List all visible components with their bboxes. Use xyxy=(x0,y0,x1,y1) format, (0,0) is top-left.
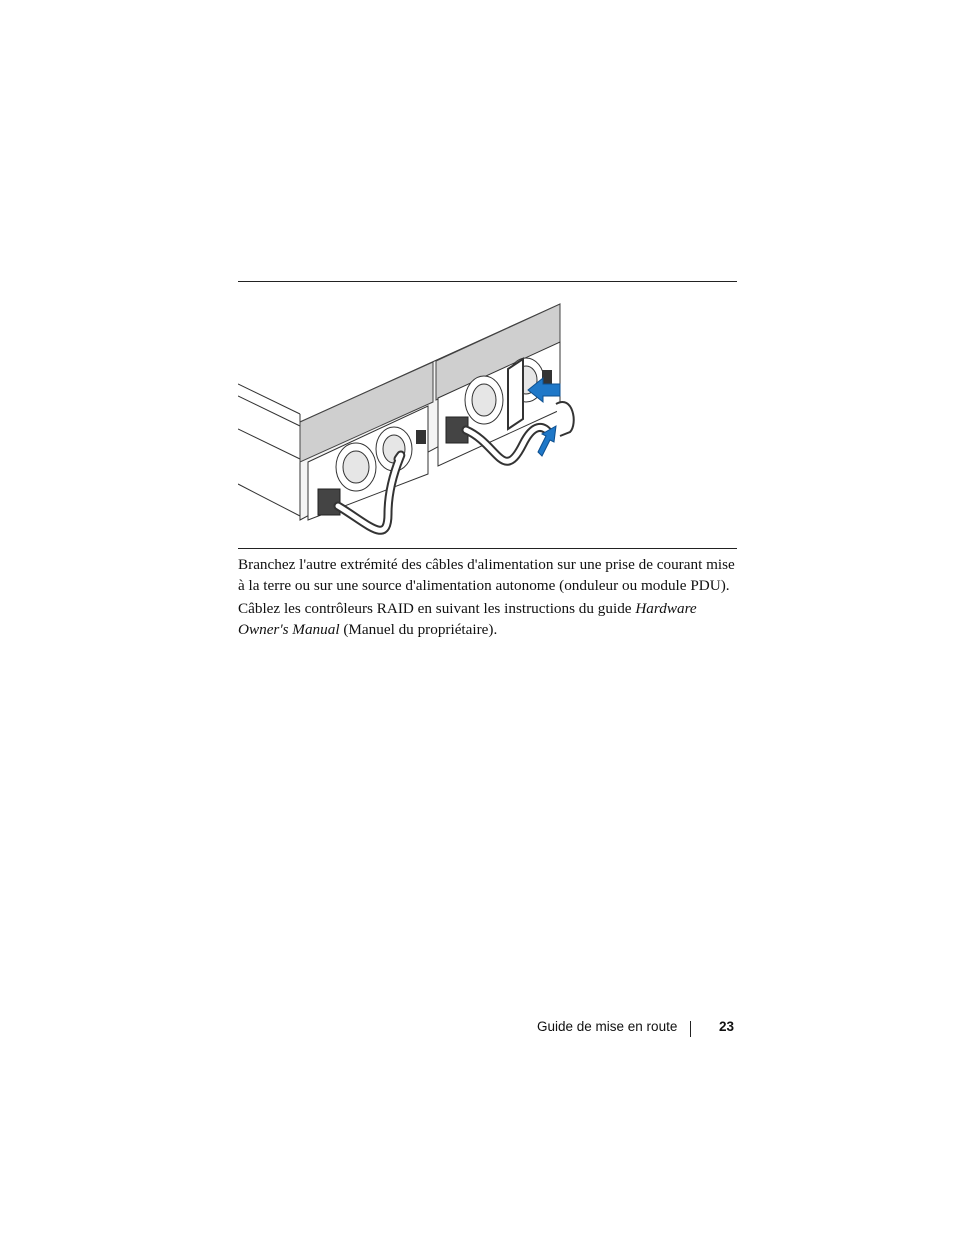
manual-title: Hardware Owner's Manual xyxy=(238,600,697,638)
p2-start: Câblez les contrôleurs RAID en suivant les instructions du guide xyxy=(238,600,636,617)
enclosure-outline xyxy=(238,384,300,520)
raid-cabling-instruction xyxy=(238,599,738,640)
footer-separator xyxy=(690,1021,691,1037)
cable-bracket xyxy=(508,359,523,429)
footer-title: Guide de mise en route xyxy=(537,1019,678,1034)
top-rule xyxy=(238,281,737,282)
p2-end: (Manuel du propriétaire). xyxy=(339,620,498,638)
page-number: 23 xyxy=(719,1019,735,1034)
power-cable-illustration xyxy=(238,284,737,546)
cable-clip xyxy=(556,402,574,436)
bottom-rule xyxy=(238,548,737,549)
power-outlet-instruction: Branchez l'autre extrémité des câbles d'alimentation sur une prise de courant mise à la terre ou sur une source d'alimentation autonome (onduleur ou module PDU). xyxy=(238,556,735,594)
